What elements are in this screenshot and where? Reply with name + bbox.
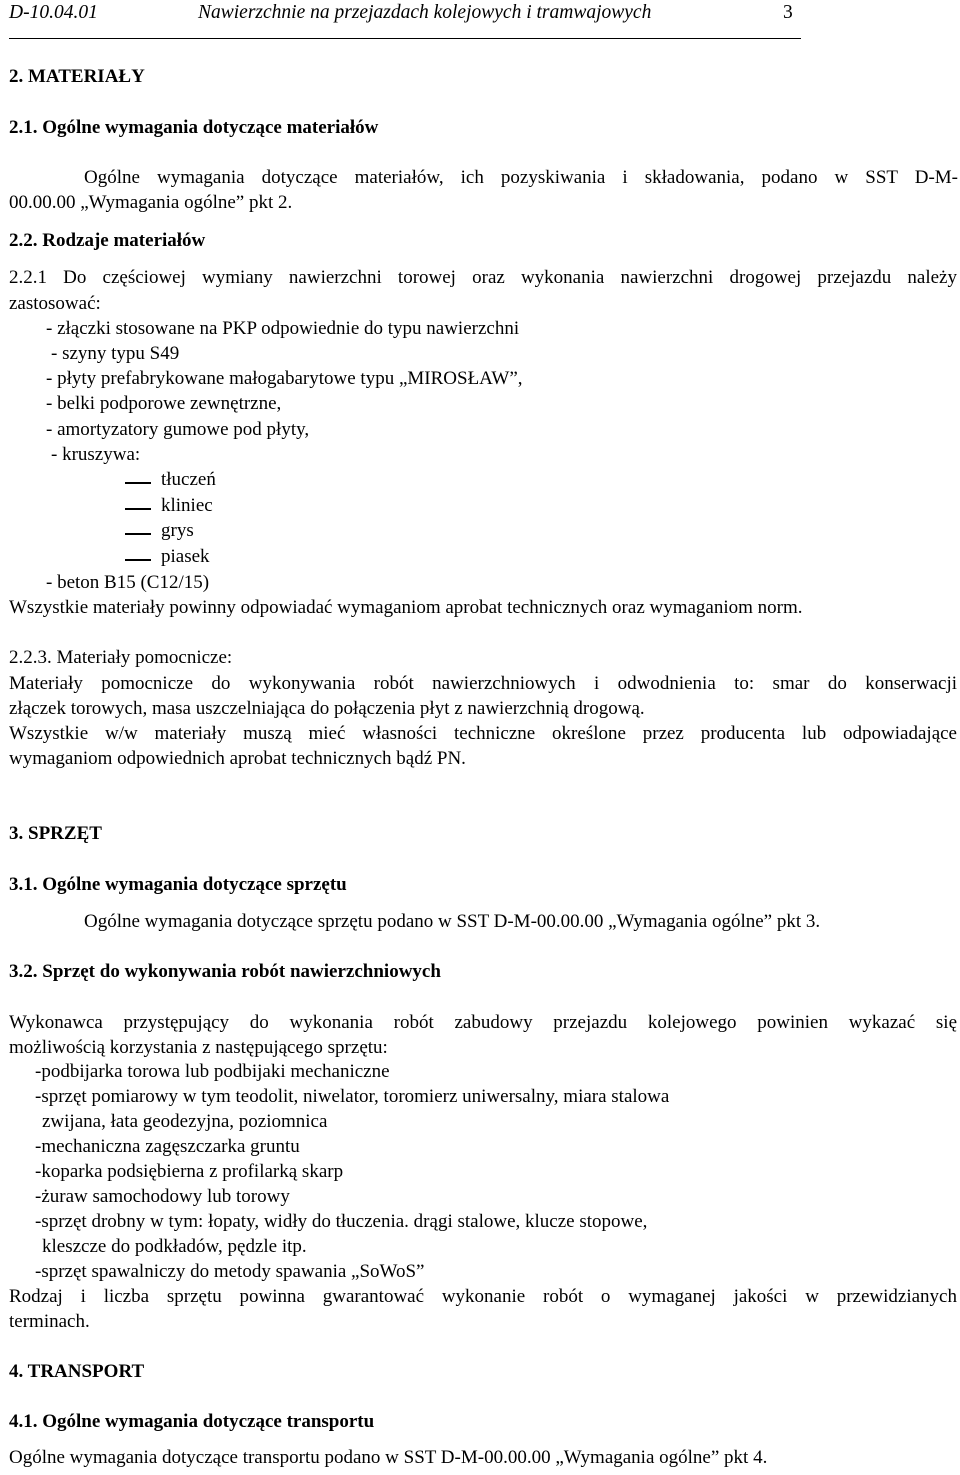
list-item: - płyty prefabrykowane małogabarytowe typu „MIROSŁAW”, bbox=[46, 368, 523, 389]
sub-list-item: tłuczeń bbox=[161, 469, 216, 490]
list-item: - beton B15 (C12/15) bbox=[46, 572, 210, 593]
paragraph-line: 00.00.00 „Wymagania ogólne” pkt 2. bbox=[9, 192, 293, 213]
paragraph-line: możliwością korzystania z następującego sprzętu: bbox=[9, 1037, 388, 1058]
subsection-heading: 4.1. Ogólne wymagania dotyczące transportu bbox=[9, 1411, 375, 1432]
paragraph-line: Ogólne wymagania dotyczące sprzętu podano w SST D-M-00.00.00 „Wymagania ogólne” pkt 3. bbox=[84, 911, 821, 932]
list-item: -sprzęt pomiarowy w tym teodolit, niwelator, toromierz uniwersalny, miara stalowa bbox=[35, 1086, 670, 1107]
list-item: - belki podporowe zewnętrzne, bbox=[46, 393, 282, 414]
paragraph-line: Wszystkie materiały powinny odpowiadać wymaganiom aprobat technicznych oraz wymaganiom norm. bbox=[9, 597, 803, 618]
paragraph-heading: 2.2.3. Materiały pomocnicze: bbox=[9, 647, 233, 668]
list-item-continuation: zwijana, łata geodezyjna, poziomnica bbox=[42, 1111, 328, 1132]
paragraph-line: Wszystkie w/w materiały muszą mieć własności techniczne określone przez producenta lub odpowiadające bbox=[9, 723, 957, 744]
list-item: -mechaniczna zagęszczarka gruntu bbox=[35, 1136, 300, 1157]
sub-list-item: piasek bbox=[161, 546, 210, 567]
list-item: -podbijarka torowa lub podbijaki mechaniczne bbox=[35, 1061, 390, 1082]
dash-bullet bbox=[125, 508, 151, 510]
dash-bullet bbox=[125, 533, 151, 535]
paragraph-line: terminach. bbox=[9, 1311, 90, 1332]
paragraph-line: Ogólne wymagania dotyczące materiałów, ich pozyskiwania i składowania, podano w SST D-M- bbox=[84, 167, 958, 188]
paragraph-line: Wykonawca przystępujący do wykonania robót zabudowy przejazdu kolejowego powinien wykazać się bbox=[9, 1012, 957, 1033]
paragraph-line: Ogólne wymagania dotyczące transportu podano w SST D-M-00.00.00 „Wymagania ogólne” pkt 4. bbox=[9, 1447, 768, 1468]
document-code: D-10.04.01 bbox=[9, 2, 98, 23]
paragraph-line: Materiały pomocnicze do wykonywania robót nawierzchniowych i odwodnienia to: smar do konserwacji bbox=[9, 673, 957, 694]
list-item-continuation: kleszcze do podkładów, pędzle itp. bbox=[42, 1236, 307, 1257]
paragraph-line: Rodzaj i liczba sprzętu powinna gwarantować wykonanie robót o wymaganej jakości w przewidzianych bbox=[9, 1286, 957, 1307]
list-item: -żuraw samochodowy lub torowy bbox=[35, 1186, 290, 1207]
sub-list-item: kliniec bbox=[161, 495, 213, 516]
document-title: Nawierzchnie na przejazdach kolejowych i tramwajowych bbox=[198, 2, 652, 23]
list-item: -sprzęt spawalniczy do metody spawania „SoWoS” bbox=[35, 1261, 425, 1282]
list-item: - amortyzatory gumowe pod płyty, bbox=[46, 419, 310, 440]
subsection-heading: 2.1. Ogólne wymagania dotyczące materiałów bbox=[9, 117, 379, 138]
list-item: -sprzęt drobny w tym: łopaty, widły do tłuczenia. drągi stalowe, klucze stopowe, bbox=[35, 1211, 648, 1232]
paragraph-line: zastosować: bbox=[9, 293, 101, 314]
section-heading: 3. SPRZĘT bbox=[9, 823, 102, 844]
list-item: - złączki stosowane na PKP odpowiednie do typu nawierzchni bbox=[46, 318, 520, 339]
section-heading: 4. TRANSPORT bbox=[9, 1361, 145, 1382]
page-number: 3 bbox=[783, 2, 793, 23]
dash-bullet bbox=[125, 482, 151, 484]
list-item: - szyny typu S49 bbox=[51, 343, 180, 364]
sub-list-item: grys bbox=[161, 520, 194, 541]
paragraph-line: 2.2.1 Do częściowej wymiany nawierzchni torowej oraz wykonania nawierzchni drogowej przejazdu należy bbox=[9, 267, 957, 288]
subsection-heading: 3.2. Sprzęt do wykonywania robót nawierzchniowych bbox=[9, 961, 441, 982]
subsection-heading: 2.2. Rodzaje materiałów bbox=[9, 230, 206, 251]
paragraph-line: złączek torowych, masa uszczelniająca do połączenia płyt z nawierzchnią drogową. bbox=[9, 698, 645, 719]
paragraph-line: wymaganiom odpowiednich aprobat technicznych bądź PN. bbox=[9, 748, 466, 769]
page-header bbox=[9, 0, 801, 39]
section-heading: 2. MATERIAŁY bbox=[9, 66, 145, 87]
dash-bullet bbox=[125, 559, 151, 561]
list-item: -koparka podsiębierna z profilarką skarp bbox=[35, 1161, 344, 1182]
subsection-heading: 3.1. Ogólne wymagania dotyczące sprzętu bbox=[9, 874, 347, 895]
list-item: - kruszywa: bbox=[51, 444, 141, 465]
